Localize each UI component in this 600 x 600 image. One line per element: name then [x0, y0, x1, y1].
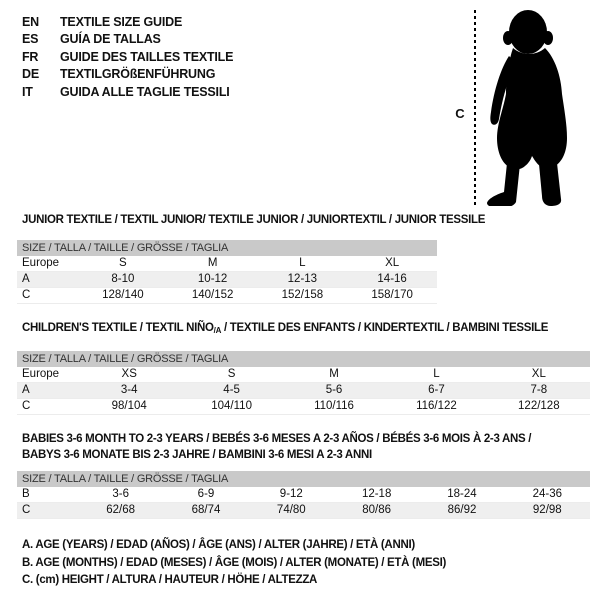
size-cell: 74/80 [276, 504, 306, 516]
language-list [22, 13, 233, 101]
row-label: Europe [22, 368, 60, 380]
size-cell: 140/152 [191, 289, 234, 301]
row-label: Europe [22, 257, 60, 269]
babies-title-line-1: BABIES 3-6 MONTH TO 2-3 YEARS / BEBÉS 3-6 MESES A 2-3 AÑOS / BÉBÉS 3-6 MOIS À 2-3 ANS / [22, 433, 532, 445]
size-cell: M [207, 257, 218, 269]
table-row-europe [17, 367, 590, 383]
size-cell: L [433, 368, 440, 380]
size-cell: 104/110 [211, 400, 252, 412]
size-cell: 116/122 [416, 400, 457, 412]
table-row-europe [17, 256, 437, 272]
language-row-fr [22, 48, 233, 66]
language-row-en [22, 13, 233, 31]
height-measure-dashed-line [474, 10, 476, 206]
table-row-height [17, 503, 590, 519]
size-cell: 6-9 [197, 488, 215, 500]
table-row-height [17, 399, 590, 415]
children-table-section [17, 320, 590, 415]
size-cell: XL [531, 368, 546, 380]
title-subscript: /A [213, 326, 222, 335]
size-cell: M [329, 368, 339, 380]
language-code: FR [22, 49, 39, 64]
size-cell: 7-8 [530, 384, 548, 396]
babies-table-title [22, 431, 590, 463]
junior-table-title: JUNIOR TEXTILE / TEXTIL JUNIOR/ TEXTILE JUNIOR / JUNIORTEXTIL / JUNIOR TESSILE [22, 214, 486, 226]
size-cell: 98/104 [111, 400, 147, 412]
size-cell: 62/68 [106, 504, 136, 516]
language-title: GUÍA DE TALLAS [60, 32, 161, 47]
size-cell: 12-13 [287, 273, 318, 285]
size-cell: 6-7 [428, 384, 445, 396]
babies-title-line-2: BABYS 3-6 MONATE BIS 2-3 JAHRE / BAMBINI 3-6 MESI A 2-3 ANNI [22, 449, 372, 461]
size-cell: 122/128 [518, 400, 560, 412]
junior-table-section [17, 212, 486, 304]
size-cell: 3-6 [112, 488, 129, 500]
size-cell: 128/140 [102, 289, 144, 301]
size-cell: 4-5 [223, 384, 240, 396]
size-cell: 152/158 [281, 289, 324, 301]
language-row-de [22, 66, 233, 84]
babies-table-section [17, 431, 590, 519]
size-cell: 9-12 [279, 488, 303, 500]
legend [22, 537, 446, 590]
size-cell: 14-16 [377, 273, 407, 285]
legend-line-a: A. AGE (YEARS) / EDAD (AÑOS) / ÂGE (ANS) / ALTER (JAHRE) / ETÀ (ANNI) [22, 539, 415, 551]
row-label: A [22, 384, 30, 396]
size-cell: 18-24 [447, 488, 477, 500]
table-row-height [17, 288, 437, 304]
height-figure [450, 0, 600, 212]
size-cell: 3-4 [120, 384, 138, 396]
title-text: / TEXTILE DES ENFANTS / KINDERTEXTIL / BAMBINI TESSILE [221, 322, 549, 334]
row-label: A [22, 273, 30, 285]
size-header-bar: SIZE / TALLA / TAILLE / GRÖSSE / TAGLIA [17, 351, 590, 367]
table-row-age [17, 383, 590, 399]
size-cell: XS [121, 368, 137, 380]
size-cell: 8-10 [111, 273, 135, 285]
size-cell: 92/98 [532, 504, 562, 516]
language-code: DE [22, 67, 39, 82]
language-row-it [22, 83, 233, 101]
size-cell: 10-12 [197, 273, 228, 285]
language-title: TEXTILGRÖßENFÜHRUNG [60, 67, 216, 82]
row-label: C [22, 289, 31, 301]
size-cell: 24-36 [532, 488, 563, 500]
language-code: ES [22, 32, 39, 47]
size-cell: 12-18 [361, 488, 392, 500]
toddler-silhouette-icon [483, 6, 573, 206]
size-cell: 80/86 [362, 504, 392, 516]
row-label: C [22, 400, 31, 412]
row-label: B [22, 488, 30, 500]
size-cell: S [119, 257, 127, 269]
size-cell: 86/92 [447, 504, 477, 516]
size-cell: 158/170 [371, 289, 413, 301]
language-row-es [22, 31, 233, 49]
size-cell: XL [385, 257, 400, 269]
height-measure-label: C [455, 106, 465, 121]
size-header-bar: SIZE / TALLA / TAILLE / GRÖSSE / TAGLIA [17, 240, 437, 256]
size-tables [17, 212, 590, 519]
table-row-age [17, 272, 437, 288]
legend-line-b: B. AGE (MONTHS) / EDAD (MESES) / ÂGE (MOIS) / ALTER (MONATE) / ETÀ (MESI) [22, 556, 447, 569]
size-cell: 110/116 [314, 400, 354, 412]
size-cell: L [299, 257, 306, 269]
children-table-title [22, 320, 590, 339]
row-label: C [22, 504, 31, 516]
legend-line-c: C. (cm) HEIGHT / ALTURA / HAUTEUR / HÖHE / ALTEZZA [22, 574, 318, 586]
size-cell: S [227, 368, 236, 380]
table-row-months [17, 487, 590, 503]
language-code: EN [22, 14, 39, 29]
language-title: GUIDE DES TAILLES TEXTILE [60, 49, 234, 64]
language-title: GUIDA ALLE TAGLIE TESSILI [60, 84, 230, 99]
size-header-bar: SIZE / TALLA / TAILLE / GRÖSSE / TAGLIA [17, 471, 590, 487]
language-code: IT [22, 84, 33, 99]
language-title: TEXTILE SIZE GUIDE [60, 14, 183, 29]
size-cell: 68/74 [191, 504, 221, 516]
size-cell: 5-6 [325, 384, 343, 396]
title-text: CHILDREN'S TEXTILE / TEXTIL NIÑO [22, 322, 214, 334]
